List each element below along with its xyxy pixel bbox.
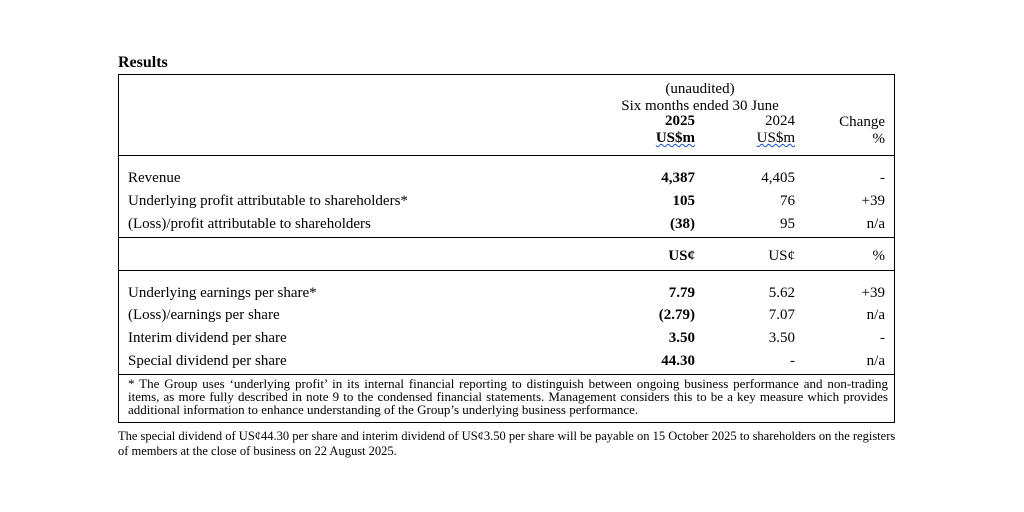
- subheader-prior: US¢: [768, 248, 795, 264]
- footnote: * The Group uses ‘underlying profit’ in its internal financial reporting to distinguish between ongoing business performance and non-trading items, as more fully described in note 9 to the condensed financial statements. Management considers this to be a key measure which provides additional information to enhance understanding of the Group’s underlying business performance.: [128, 376, 888, 417]
- unaudited-label: (unaudited): [665, 81, 735, 97]
- period-label: Six months ended 30 June: [621, 98, 779, 114]
- row-value-current: 44.30: [661, 353, 695, 369]
- divider-4: [119, 374, 894, 375]
- row-change: n/a: [866, 216, 885, 232]
- divider-2: [119, 237, 894, 238]
- row-change: +39: [861, 193, 885, 209]
- row-value-prior: 7.07: [768, 307, 795, 323]
- unit-change-header: %: [872, 131, 885, 147]
- row-value-current: (2.79): [658, 307, 695, 323]
- row-value-prior: 4,405: [761, 170, 795, 186]
- row-value-current: 105: [672, 193, 695, 209]
- row-label: Revenue: [128, 170, 181, 186]
- unit-prior-text: US$m: [756, 130, 795, 146]
- row-value-prior: -: [790, 353, 795, 369]
- subheader-current: US¢: [668, 248, 695, 264]
- row-label: Underlying earnings per share*: [128, 285, 317, 301]
- year-prior-header: 2024: [765, 113, 795, 129]
- row-change: n/a: [866, 307, 885, 323]
- divider-1: [119, 155, 894, 156]
- row-change: n/a: [866, 353, 885, 369]
- unit-current-header: [605, 130, 695, 147]
- row-value-prior: 95: [780, 216, 795, 232]
- row-change: -: [880, 330, 885, 346]
- subheader-change: %: [872, 248, 885, 264]
- year-current-header: 2025: [665, 113, 695, 129]
- unit-current-text: US$m: [655, 130, 695, 146]
- divider-3: [119, 270, 894, 271]
- section-heading: Results: [118, 54, 168, 71]
- results-table: [118, 74, 895, 423]
- row-label: Special dividend per share: [128, 353, 287, 369]
- row-value-prior: 3.50: [768, 330, 795, 346]
- unit-prior-header: [705, 130, 795, 147]
- row-label: (Loss)/earnings per share: [128, 307, 280, 323]
- row-value-current: 4,387: [661, 170, 695, 186]
- row-value-current: (38): [670, 216, 695, 232]
- row-change: -: [880, 170, 885, 186]
- row-label: (Loss)/profit attributable to shareholders: [128, 216, 371, 232]
- row-value-current: 7.79: [668, 285, 695, 301]
- row-label: Underlying profit attributable to shareholders*: [128, 193, 408, 209]
- row-value-prior: 5.62: [768, 285, 795, 301]
- row-label: Interim dividend per share: [128, 330, 287, 346]
- change-header: Change: [839, 114, 885, 130]
- row-value-current: 3.50: [668, 330, 695, 346]
- row-value-prior: 76: [780, 193, 795, 209]
- dividend-note: The special dividend of US¢44.30 per share and interim dividend of US¢3.50 per share will be payable on 15 October 2025 to shareholders on the registers of members at the close of business on 22 August 2025.: [118, 429, 896, 458]
- row-change: +39: [861, 285, 885, 301]
